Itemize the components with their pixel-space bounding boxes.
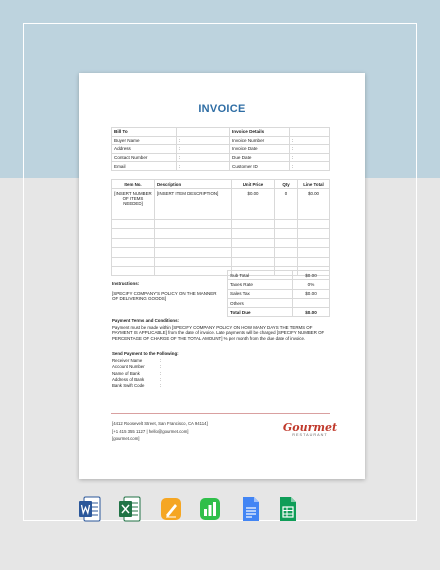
send-payment-section: [112, 351, 232, 389]
instructions-heading: Instructions:: [112, 281, 140, 286]
send-payment-field: Name of Bank: [112, 370, 140, 376]
bill-to-field: Buyer Name: [112, 136, 177, 145]
invoice-document: [79, 73, 365, 479]
table-row: [112, 257, 330, 266]
contact-address: [4412 Roosevelt Street, San Francisco, CA 94114]: [112, 421, 208, 426]
bill-to-field: Contact Number: [112, 153, 177, 162]
colon: :: [290, 136, 330, 145]
instructions-text: [SPECIFY COMPANY'S POLICY ON THE MANNER OF DELIVERING GOODS]: [112, 291, 217, 301]
totals-label: Sales Tax: [228, 289, 293, 298]
google-docs-icon[interactable]: [240, 496, 262, 522]
invoice-field: Invoice Date: [230, 145, 290, 154]
numbers-icon[interactable]: [199, 496, 221, 522]
unit-price-cell: $0.00: [232, 189, 275, 220]
bill-to-field: Address: [112, 145, 177, 154]
colon: :: [177, 153, 230, 162]
table-row: [112, 220, 330, 229]
items-header: Line Total: [298, 180, 330, 189]
item-description-cell: [INSERT ITEM DESCRIPTION]: [155, 189, 232, 220]
colon: :: [290, 162, 330, 171]
send-payment-heading: Send Payment to the Following:: [112, 351, 179, 356]
payment-terms-text: Payment must be made within [SPECIFY COMPANY POLICY ON HOW MANY DAYS THE TERMS OF PAYMENT IS APPLICABLE] from the date of invoice. Late payments will be charged [SPECIFY NUMBER OF PERCENTAGE OF CHARGE OF THE TOTAL AMOUNT] % per month from the due date of invoice.: [112, 324, 325, 341]
bill-to-heading: Bill To: [112, 128, 177, 137]
colon: :: [177, 145, 230, 154]
total-due-label: Total Due: [228, 308, 293, 317]
invoice-field: Invoice Number: [230, 136, 290, 145]
contact-info: [112, 420, 208, 443]
invoice-field: Due Date: [230, 153, 290, 162]
colon: :: [160, 370, 162, 376]
payment-terms-heading: Payment Terms and Conditions:: [112, 318, 180, 323]
word-icon[interactable]: [79, 496, 101, 522]
payment-terms-section: [112, 318, 332, 341]
totals-label: Others: [228, 298, 293, 307]
brand-name: Gourmet: [282, 421, 338, 434]
totals-value: $0.00: [293, 271, 330, 280]
table-row: [112, 248, 330, 257]
send-payment-field: Receiver Name: [112, 358, 143, 363]
invoice-title: INVOICE: [198, 103, 246, 115]
item-number-cell: [INSERT NUMBER OF ITEMS NEEDED]: [112, 189, 155, 220]
colon: :: [160, 364, 162, 370]
table-row: [112, 229, 330, 238]
table-row: [112, 238, 330, 247]
colon: :: [160, 358, 162, 363]
totals-value: 0%: [293, 280, 330, 289]
totals-value: [293, 298, 330, 307]
brand-logo: [275, 421, 345, 437]
items-header: Description: [155, 180, 232, 189]
qty-cell: 0: [275, 189, 298, 220]
totals-value: $0.00: [293, 289, 330, 298]
colon: :: [177, 162, 230, 171]
footer-divider: [111, 413, 330, 414]
items-header: Qty: [275, 180, 298, 189]
colon: :: [177, 136, 230, 145]
items-header: Unit Price: [232, 180, 275, 189]
send-payment-field: Address of Bank: [112, 376, 145, 382]
total-due-value: $0.00: [293, 308, 330, 317]
excel-icon[interactable]: [119, 496, 141, 522]
instructions-section: [112, 281, 222, 301]
contact-website: [gourmet.com]: [112, 436, 140, 441]
totals-label: Sub Total: [228, 271, 293, 280]
invoice-details-heading: Invoice Details: [230, 128, 290, 137]
send-payment-field: Account Number: [112, 364, 145, 370]
colon: :: [290, 153, 330, 162]
line-total-cell: $0.00: [298, 189, 330, 220]
items-table: [111, 179, 330, 276]
colon: :: [160, 376, 162, 382]
bill-to-invoice-details-table: [111, 127, 330, 171]
bill-to-field: Email: [112, 162, 177, 171]
pages-icon[interactable]: [160, 496, 182, 522]
items-header: Item No.: [112, 180, 155, 189]
colon: :: [160, 383, 162, 389]
send-payment-field: Bank Swift Code: [112, 383, 145, 389]
invoice-field: Customer ID: [230, 162, 290, 171]
contact-phone-email: [+1 415 355 1127 | hello@gourmet.com]: [112, 428, 189, 434]
brand-subtitle: RESTAURANT: [292, 433, 328, 437]
app-icons-row: [0, 496, 440, 522]
google-sheets-icon[interactable]: [277, 496, 299, 522]
totals-label: Taxes Rate: [228, 280, 293, 289]
colon: :: [290, 145, 330, 154]
